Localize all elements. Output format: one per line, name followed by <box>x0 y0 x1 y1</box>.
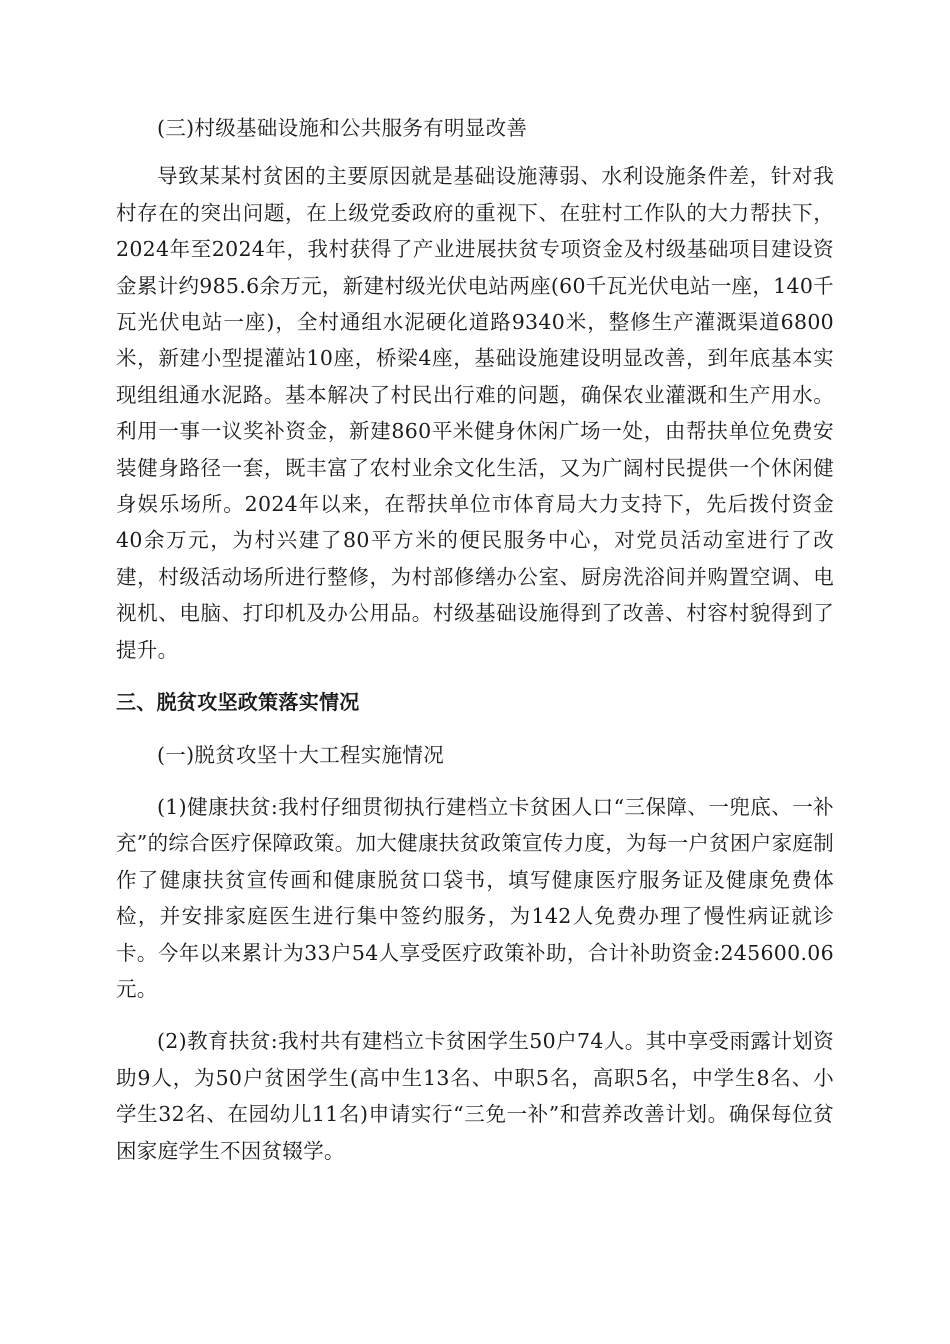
subsection-one-heading: (一)脱贫攻坚十大工程实施情况 <box>157 742 444 767</box>
section3-sub-heading: (三)村级基础设施和公共服务有明显改善 <box>157 116 528 140</box>
health-poverty-paragraph: (1)健康扶贫:我村仔细贯彻执行建档立卡贫困人口“三保障、一兜底、一补充”的综合医疗保障政策。加大健康扶贫政策宣传力度，为每一户贫困户家庭制作了健康扶贫宣传画和健康脱贫口袋书，填写健康医疗服务证及健康免费体检，并安排家庭医生进行集中签约服务，为142人免费办理了慢性病证就诊卡。今年以来累计为33户54人享受医疗政策补助，合计补助资金:245600.06元。 <box>116 794 834 1001</box>
education-poverty-paragraph: (2)教育扶贫:我村共有建档立卡贫困学生50户74人。其中享受雨露计划资助9人，为50户贫困学生(高中生13名、中职5名，高职5名，中学生8名、小学生32名、在园幼儿11名)申请实行“三免一补”和营养改善计划。确保每位贫困家庭学生不因贫辍学。 <box>116 1029 834 1163</box>
section-three-heading: 三、脱贫攻坚政策落实情况 <box>116 690 360 715</box>
document-body <box>116 110 834 1169</box>
infrastructure-paragraph: 导致某某村贫困的主要原因就是基础设施薄弱、水利设施条件差，针对我村存在的突出问题，在上级党委政府的重视下、在驻村工作队的大力帮扶下，2024年至2024年，我村获得了产业进展扶贫专项资金及村级基础项目建设资金累计约985.6余万元，新建村级光伏电站两座(60千瓦光伏电站一座，140千瓦光伏电站一座)，全村通组水泥硬化道路9340米，整修生产灌溉渠道6800米，新建小型提灌站10座，桥梁4座，基础设施建设明显改善，到年底基本实现组组通水泥路。基本解决了村民出行难的问题，确保农业灌溉和生产用水。利用一事一议奖补资金，新建860平米健身休闲广场一处，由帮扶单位免费安装健身路径一套，既丰富了农村业余文化生活，又为广阔村民提供一个休闲健身娱乐场所。2024年以来，在帮扶单位市体育局大力支持下，先后拨付资金40余万元，为村兴建了80平方米的便民服务中心，对党员活动室进行了改建，村级活动场所进行整修，为村部修缮办公室、厨房洗浴间并购置空调、电视机、电脑、打印机及办公用品。村级基础设施得到了改善、村容村貌得到了提升。 <box>116 164 834 662</box>
